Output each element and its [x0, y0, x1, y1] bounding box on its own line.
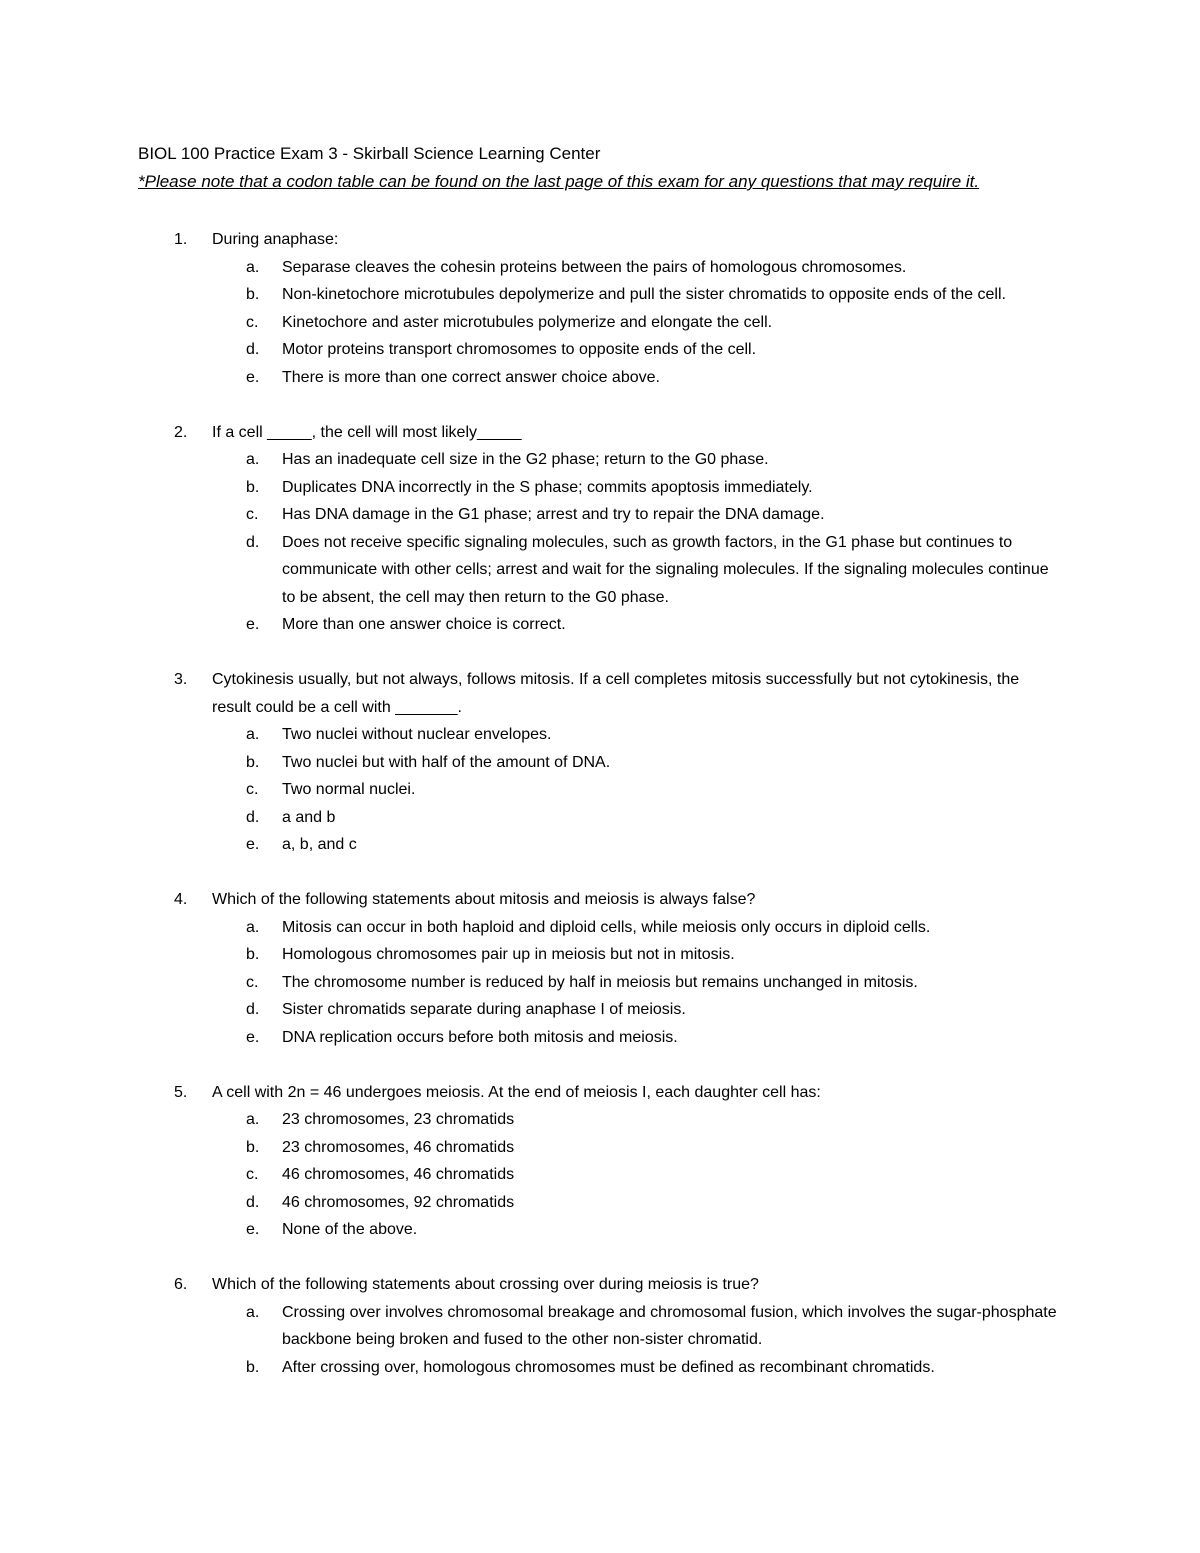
question-number: 6. [174, 1276, 188, 1293]
answer-option [138, 336, 1058, 364]
option-letter: d. [246, 1001, 260, 1018]
option-text: a, b, and c [282, 836, 357, 853]
answer-option [138, 1216, 1058, 1244]
option-text: Motor proteins transport chromosomes to opposite ends of the cell. [282, 341, 757, 358]
option-letter: e. [246, 1028, 260, 1046]
option-text: 46 chromosomes, 92 chromatids [282, 1193, 515, 1211]
answer-option [138, 996, 1058, 1024]
option-letter: c. [246, 1166, 259, 1183]
option-letter: e. [246, 1221, 260, 1238]
answer-option [138, 446, 1058, 474]
question-list [138, 226, 1058, 1409]
option-letter: e. [246, 616, 260, 633]
option-letter: a. [246, 1303, 260, 1321]
answer-options [138, 914, 1058, 1052]
option-text: Crossing over involves chromosomal breakage and chromosomal fusion, which involves the sugar-phosphate backbone being broken and fused to the other non-sister chromatid. [282, 1303, 1057, 1348]
question-number: 3. [174, 671, 188, 688]
question-number: 4. [174, 891, 188, 908]
option-letter: c. [246, 313, 259, 331]
answer-option [138, 501, 1058, 529]
option-letter: d. [246, 533, 260, 551]
option-text: a and b [282, 808, 336, 826]
question-text: During anaphase: [212, 231, 339, 248]
option-letter: e. [246, 836, 260, 853]
answer-options [138, 254, 1058, 392]
question-6 [138, 1271, 1058, 1381]
codon-table-note: *Please note that a codon table can be found on the last page of this exam for any questions that may require it. [138, 172, 980, 191]
answer-option [138, 474, 1058, 502]
answer-option [138, 364, 1058, 392]
option-text: Two nuclei but with half of the amount of DNA. [282, 753, 611, 771]
option-text: Sister chromatids separate during anaphase I of meiosis. [282, 1001, 686, 1018]
option-letter: c. [246, 781, 259, 798]
question-2 [138, 419, 1058, 639]
option-letter: b. [246, 1138, 260, 1156]
option-letter: b. [246, 753, 260, 771]
question-1 [138, 226, 1058, 391]
option-text: DNA replication occurs before both mitosis and meiosis. [282, 1028, 678, 1046]
answer-option [138, 611, 1058, 639]
option-letter: c. [246, 506, 259, 523]
answer-option [138, 1189, 1058, 1217]
question-5 [138, 1079, 1058, 1244]
option-text: Has an inadequate cell size in the G2 phase; return to the G0 phase. [282, 451, 769, 468]
option-text: Duplicates DNA incorrectly in the S phase; commits apoptosis immediately. [282, 478, 813, 496]
option-letter: e. [246, 368, 260, 386]
option-text: Non-kinetochore microtubules depolymerize and pull the sister chromatids to opposite ends of the cell. [282, 286, 1006, 303]
option-letter: b. [246, 478, 260, 496]
option-text: Mitosis can occur in both haploid and diploid cells, while meiosis only occurs in diploid cells. [282, 918, 931, 936]
answer-option [138, 1106, 1058, 1134]
option-letter: a. [246, 918, 260, 936]
option-letter: a. [246, 258, 260, 276]
option-text: Has DNA damage in the G1 phase; arrest and try to repair the DNA damage. [282, 506, 825, 523]
answer-options [138, 1299, 1058, 1382]
option-letter: a. [246, 1111, 260, 1128]
answer-option [138, 529, 1058, 612]
option-letter: b. [246, 946, 260, 963]
option-letter: d. [246, 1193, 260, 1211]
answer-option [138, 1161, 1058, 1189]
answer-option [138, 254, 1058, 282]
option-letter: b. [246, 1358, 260, 1376]
question-text: Which of the following statements about crossing over during meiosis is true? [212, 1276, 759, 1293]
question-number: 2. [174, 423, 188, 441]
answer-option [138, 309, 1058, 337]
option-text: 23 chromosomes, 46 chromatids [282, 1138, 515, 1156]
answer-option [138, 941, 1058, 969]
answer-option [138, 1354, 1058, 1382]
answer-option [138, 1299, 1058, 1354]
answer-options [138, 446, 1058, 639]
option-text: 23 chromosomes, 23 chromatids [282, 1111, 515, 1128]
question-text: Which of the following statements about mitosis and meiosis is always false? [212, 891, 756, 908]
option-text: There is more than one correct answer choice above. [282, 368, 660, 386]
option-text: More than one answer choice is correct. [282, 616, 566, 633]
option-text: Does not receive specific signaling molecules, such as growth factors, in the G1 phase but continues to communicate with other cells; arrest and wait for the signaling molecules. If the signaling molecules continue to be absent, the cell may then return to the G0 phase. [282, 533, 1049, 606]
option-text: 46 chromosomes, 46 chromatids [282, 1166, 515, 1183]
answer-option [138, 804, 1058, 832]
option-text: Separase cleaves the cohesin proteins between the pairs of homologous chromosomes. [282, 258, 907, 276]
question-text: Cytokinesis usually, but not always, follows mitosis. If a cell completes mitosis successfully but not cytokinesis, the result could be a cell with _______. [212, 671, 1020, 716]
answer-option [138, 721, 1058, 749]
answer-option [138, 281, 1058, 309]
option-text: Two normal nuclei. [282, 781, 416, 798]
answer-options [138, 721, 1058, 859]
answer-option [138, 831, 1058, 859]
option-text: The chromosome number is reduced by half in meiosis but remains unchanged in mitosis. [282, 973, 918, 991]
option-text: None of the above. [282, 1221, 418, 1238]
option-letter: a. [246, 726, 260, 743]
option-letter: a. [246, 451, 260, 468]
option-text: Two nuclei without nuclear envelopes. [282, 726, 552, 743]
question-text: A cell with 2n = 46 undergoes meiosis. At the end of meiosis I, each daughter cell has: [212, 1083, 821, 1101]
option-letter: d. [246, 808, 260, 826]
answer-option [138, 1134, 1058, 1162]
option-text: Homologous chromosomes pair up in meiosis but not in mitosis. [282, 946, 735, 963]
answer-option [138, 969, 1058, 997]
answer-option [138, 749, 1058, 777]
option-letter: b. [246, 286, 260, 303]
exam-title: BIOL 100 Practice Exam 3 - Skirball Science Learning Center [138, 144, 601, 163]
answer-option [138, 776, 1058, 804]
option-text: Kinetochore and aster microtubules polymerize and elongate the cell. [282, 313, 773, 331]
answer-options [138, 1106, 1058, 1244]
option-letter: d. [246, 341, 260, 358]
question-3 [138, 666, 1058, 859]
answer-option [138, 914, 1058, 942]
option-letter: c. [246, 973, 259, 991]
answer-option [138, 1024, 1058, 1052]
question-number: 5. [174, 1083, 188, 1101]
option-text: After crossing over, homologous chromosomes must be defined as recombinant chromatids. [282, 1358, 935, 1376]
exam-header [138, 142, 1098, 194]
question-text: If a cell _____, the cell will most likely_____ [212, 423, 522, 441]
question-4 [138, 886, 1058, 1051]
question-number: 1. [174, 231, 188, 248]
